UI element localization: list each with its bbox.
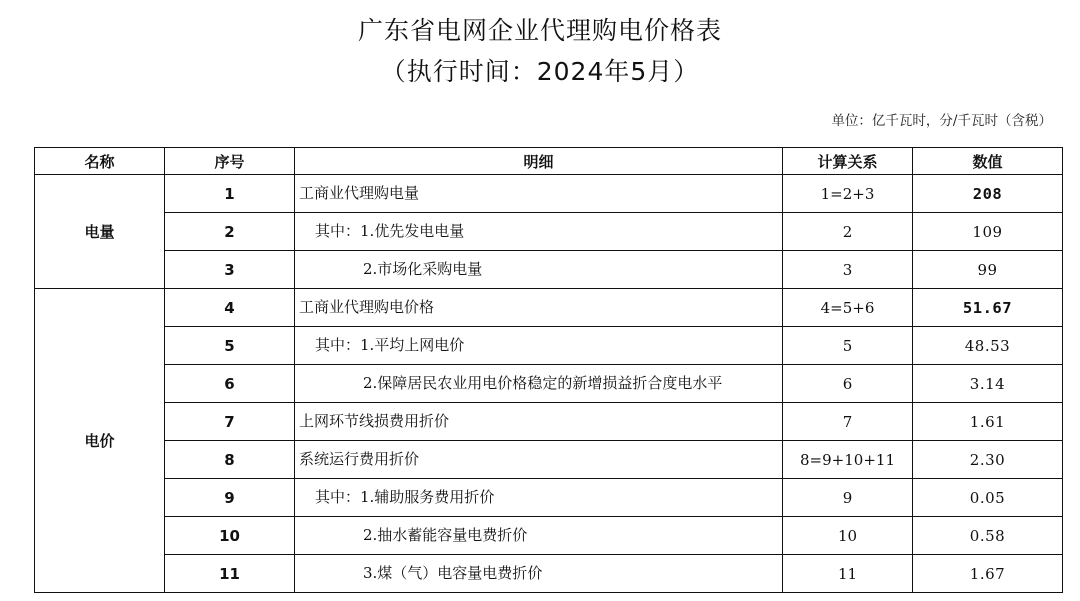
row-calc: 7 [783,403,913,441]
row-seq: 11 [165,555,295,593]
price-table [34,147,1063,593]
row-detail: 工商业代理购电价格 [295,289,783,327]
table-row [35,175,1063,213]
row-seq: 5 [165,327,295,365]
row-seq: 4 [165,289,295,327]
table-row [35,403,1063,441]
table-row [35,251,1063,289]
row-seq: 1 [165,175,295,213]
row-detail: 其中：1.辅助服务费用折价 [295,479,783,517]
row-calc: 11 [783,555,913,593]
row-calc: 9 [783,479,913,517]
row-value: 0.58 [913,517,1063,555]
row-value: 1.61 [913,403,1063,441]
row-detail: 2.抽水蓄能容量电费折价 [295,517,783,555]
table-row [35,213,1063,251]
row-calc: 5 [783,327,913,365]
unit-note: 单位：亿千瓦时，分/千瓦时（含税） [831,113,1052,129]
row-value: 3.14 [913,365,1063,403]
row-value: 48.53 [913,327,1063,365]
row-calc: 8=9+10+11 [783,441,913,479]
row-calc: 1=2+3 [783,175,913,213]
table-row [35,517,1063,555]
row-value: 51.67 [913,289,1063,327]
row-seq: 10 [165,517,295,555]
row-detail: 2.保障居民农业用电价格稳定的新增损益折合度电水平 [295,365,783,403]
row-seq: 8 [165,441,295,479]
table-row [35,289,1063,327]
row-value: 99 [913,251,1063,289]
page-subtitle-effective-date: （执行时间：2024年5月） [380,57,700,86]
category-price: 电价 [35,289,165,593]
page-title: 广东省电网企业代理购电价格表 [357,16,722,45]
table-row [35,365,1063,403]
row-calc: 10 [783,517,913,555]
header-calc: 计算关系 [783,148,913,175]
header-seq: 序号 [165,148,295,175]
row-value: 1.67 [913,555,1063,593]
row-calc: 6 [783,365,913,403]
row-seq: 2 [165,213,295,251]
header-detail: 明细 [295,148,783,175]
row-calc: 4=5+6 [783,289,913,327]
row-detail: 上网环节线损费用折价 [295,403,783,441]
row-detail: 2.市场化采购电量 [295,251,783,289]
category-volume: 电量 [35,175,165,289]
table-row [35,555,1063,593]
row-value: 109 [913,213,1063,251]
row-detail: 其中：1.优先发电电量 [295,213,783,251]
row-detail: 3.煤（气）电容量电费折价 [295,555,783,593]
row-detail: 其中：1.平均上网电价 [295,327,783,365]
table-row [35,441,1063,479]
table-header-row [35,148,1063,175]
row-detail: 工商业代理购电量 [295,175,783,213]
header-name: 名称 [35,148,165,175]
table-row [35,479,1063,517]
row-calc: 3 [783,251,913,289]
row-calc: 2 [783,213,913,251]
row-detail: 系统运行费用折价 [295,441,783,479]
row-value: 208 [913,175,1063,213]
row-value: 2.30 [913,441,1063,479]
row-seq: 9 [165,479,295,517]
header-value: 数值 [913,148,1063,175]
row-value: 0.05 [913,479,1063,517]
table-row [35,327,1063,365]
row-seq: 3 [165,251,295,289]
row-seq: 7 [165,403,295,441]
row-seq: 6 [165,365,295,403]
